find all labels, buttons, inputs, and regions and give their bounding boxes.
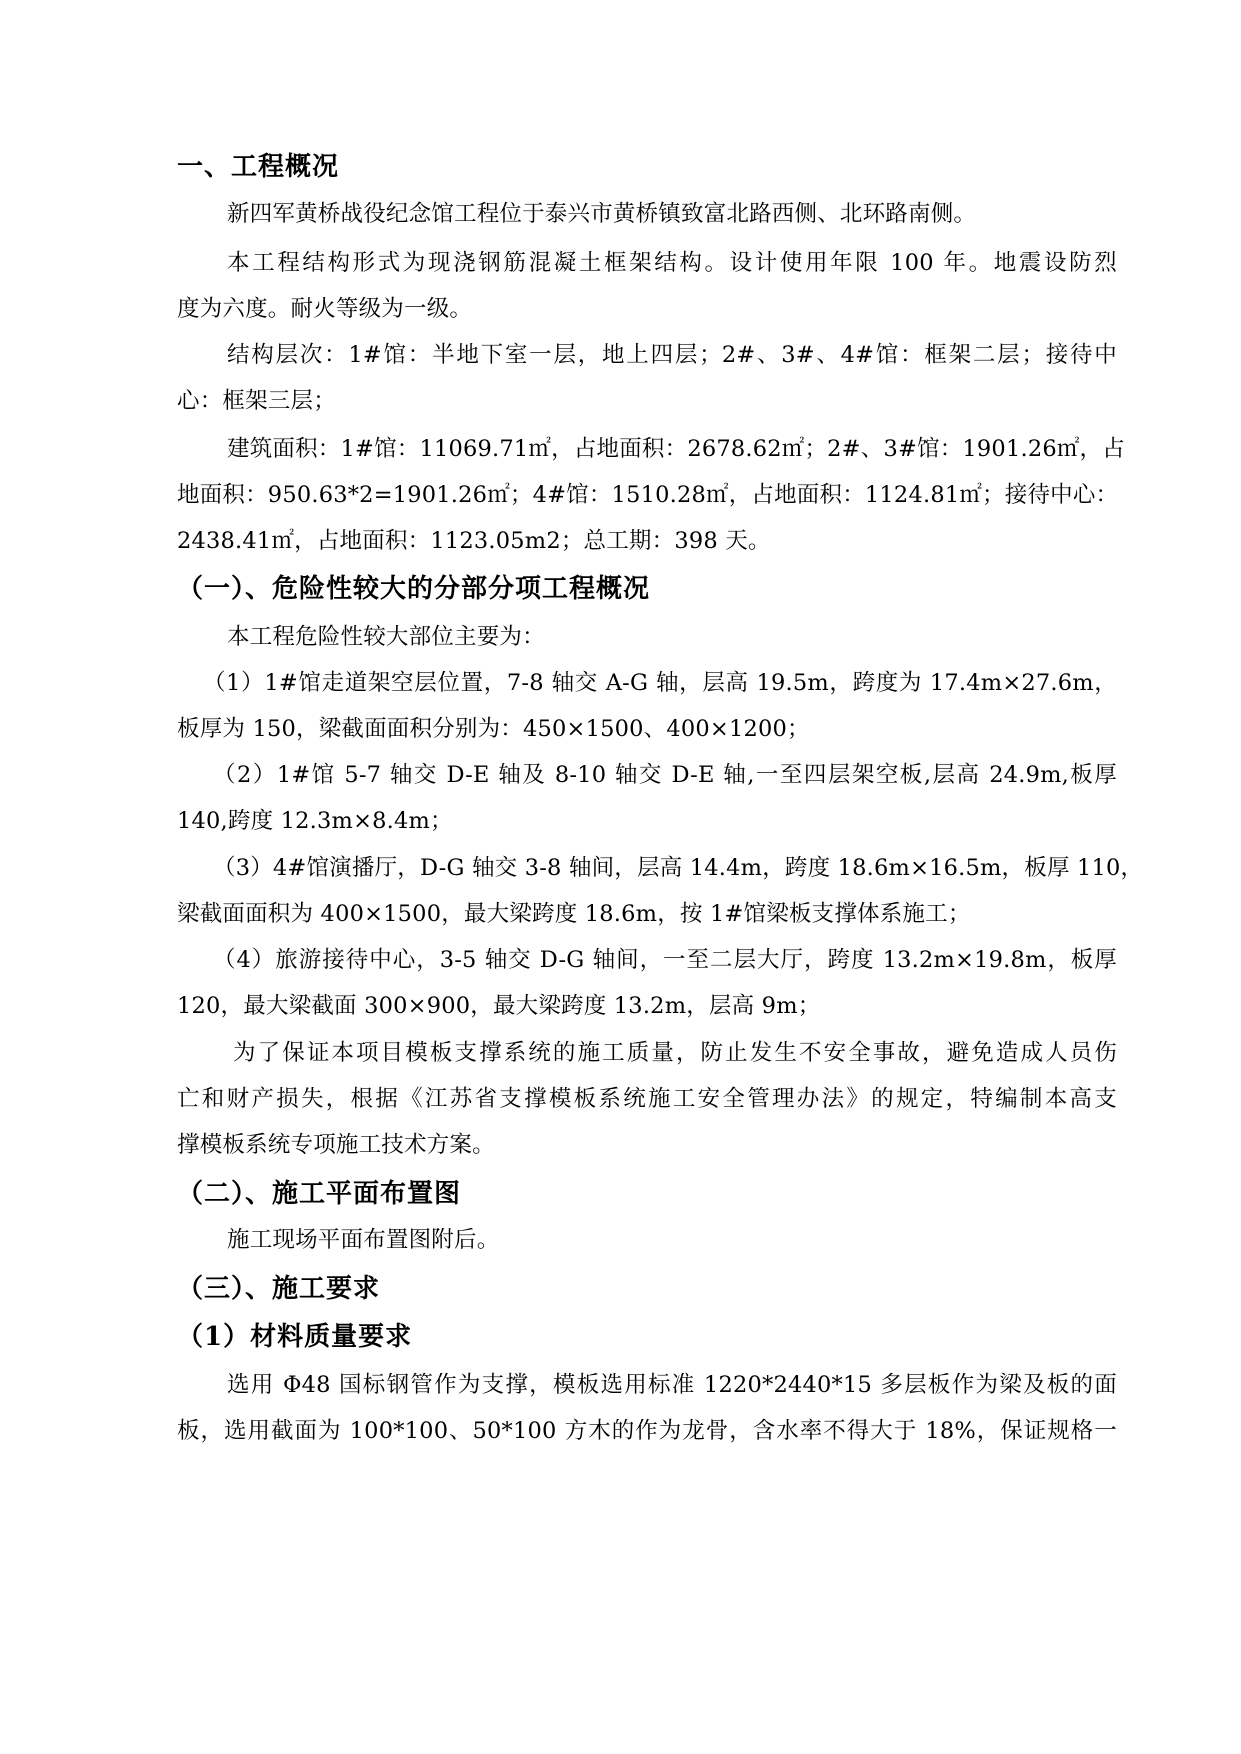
list-item-line: （4）旅游接待中心，3-5 轴交 D-G 轴间，一至二层大厅，跨度 13.2m×19.8m，板厚 — [213, 947, 1117, 973]
paragraph-line: 建筑面积：1#馆：11069.71㎡，占地面积：2678.62㎡；2#、3#馆：1901.26㎡，占 — [227, 436, 1125, 462]
subsection-heading-site-layout: （二）、施工平面布置图 — [177, 1179, 462, 1209]
paragraph-line: 选用 Φ48 国标钢管作为支撑，模板选用标准 1220*2440*15 多层板作为梁及板的面 — [227, 1372, 1117, 1398]
subsection-heading-hazardous-works: （一）、危险性较大的分部分项工程概况 — [177, 574, 651, 604]
paragraph-line: 新四军黄桥战役纪念馆工程位于泰兴市黄桥镇致富北路西侧、北环路南侧。 — [227, 201, 977, 227]
paragraph-line: 本工程危险性较大部位主要为： — [227, 624, 545, 650]
list-item-line: 梁截面面积为 400×1500，最大梁跨度 18.6m，按 1#馆梁板支撑体系施工； — [177, 901, 971, 927]
paragraph-line: 为了保证本项目模板支撑系统的施工质量，防止发生不安全事故，避免造成人员伤 — [233, 1040, 1117, 1066]
subsection-heading-material-quality: （1）材料质量要求 — [177, 1322, 413, 1352]
list-item-line: （1）1#馆走道架空层位置，7-8 轴交 A-G 轴，层高 19.5m，跨度为 17.4m×27.6m， — [203, 670, 1117, 696]
paragraph-line: 撑模板系统专项施工技术方案。 — [177, 1132, 495, 1158]
paragraph-line: 2438.41㎡，占地面积：1123.05m2；总工期：398 天。 — [177, 528, 771, 554]
list-item-line: 140,跨度 12.3m×8.4m； — [177, 808, 453, 834]
paragraph-line: 地面积：950.63*2=1901.26㎡；4#馆：1510.28㎡，占地面积：1124.81㎡；接待中心： — [177, 482, 1119, 508]
section-heading-project-overview: 一、工程概况 — [177, 152, 340, 182]
list-item-line: （3）4#馆演播厅，D-G 轴交 3-8 轴间，层高 14.4m，跨度 18.6m×16.5m，板厚 110， — [213, 855, 1144, 881]
paragraph-line: 亡和财产损失，根据《江苏省支撑模板系统施工安全管理办法》的规定，特编制本高支 — [177, 1086, 1117, 1112]
paragraph-line: 心：框架三层； — [177, 388, 336, 414]
list-item-line: 120，最大梁截面 300×900，最大梁跨度 13.2m，层高 9m； — [177, 993, 821, 1019]
subsection-heading-construction-requirements: （三）、施工要求 — [177, 1274, 381, 1304]
paragraph-line: 板，选用截面为 100*100、50*100 方木的作为龙骨，含水率不得大于 18%，保证规格一 — [177, 1418, 1117, 1444]
paragraph-line: 结构层次：1#馆：半地下室一层，地上四层；2#、3#、4#馆：框架二层；接待中 — [227, 342, 1117, 368]
paragraph-line: 本工程结构形式为现浇钢筋混凝土框架结构。设计使用年限 100 年。地震设防烈 — [227, 250, 1117, 276]
list-item-line: 板厚为 150，梁截面面积分别为：450×1500、400×1200； — [177, 716, 810, 742]
paragraph-line: 度为六度。耐火等级为一级。 — [177, 296, 473, 322]
paragraph-line: 施工现场平面布置图附后。 — [227, 1227, 500, 1253]
list-item-line: （2）1#馆 5-7 轴交 D-E 轴及 8-10 轴交 D-E 轴,一至四层架空板,层高 24.9m,板厚 — [213, 762, 1117, 788]
